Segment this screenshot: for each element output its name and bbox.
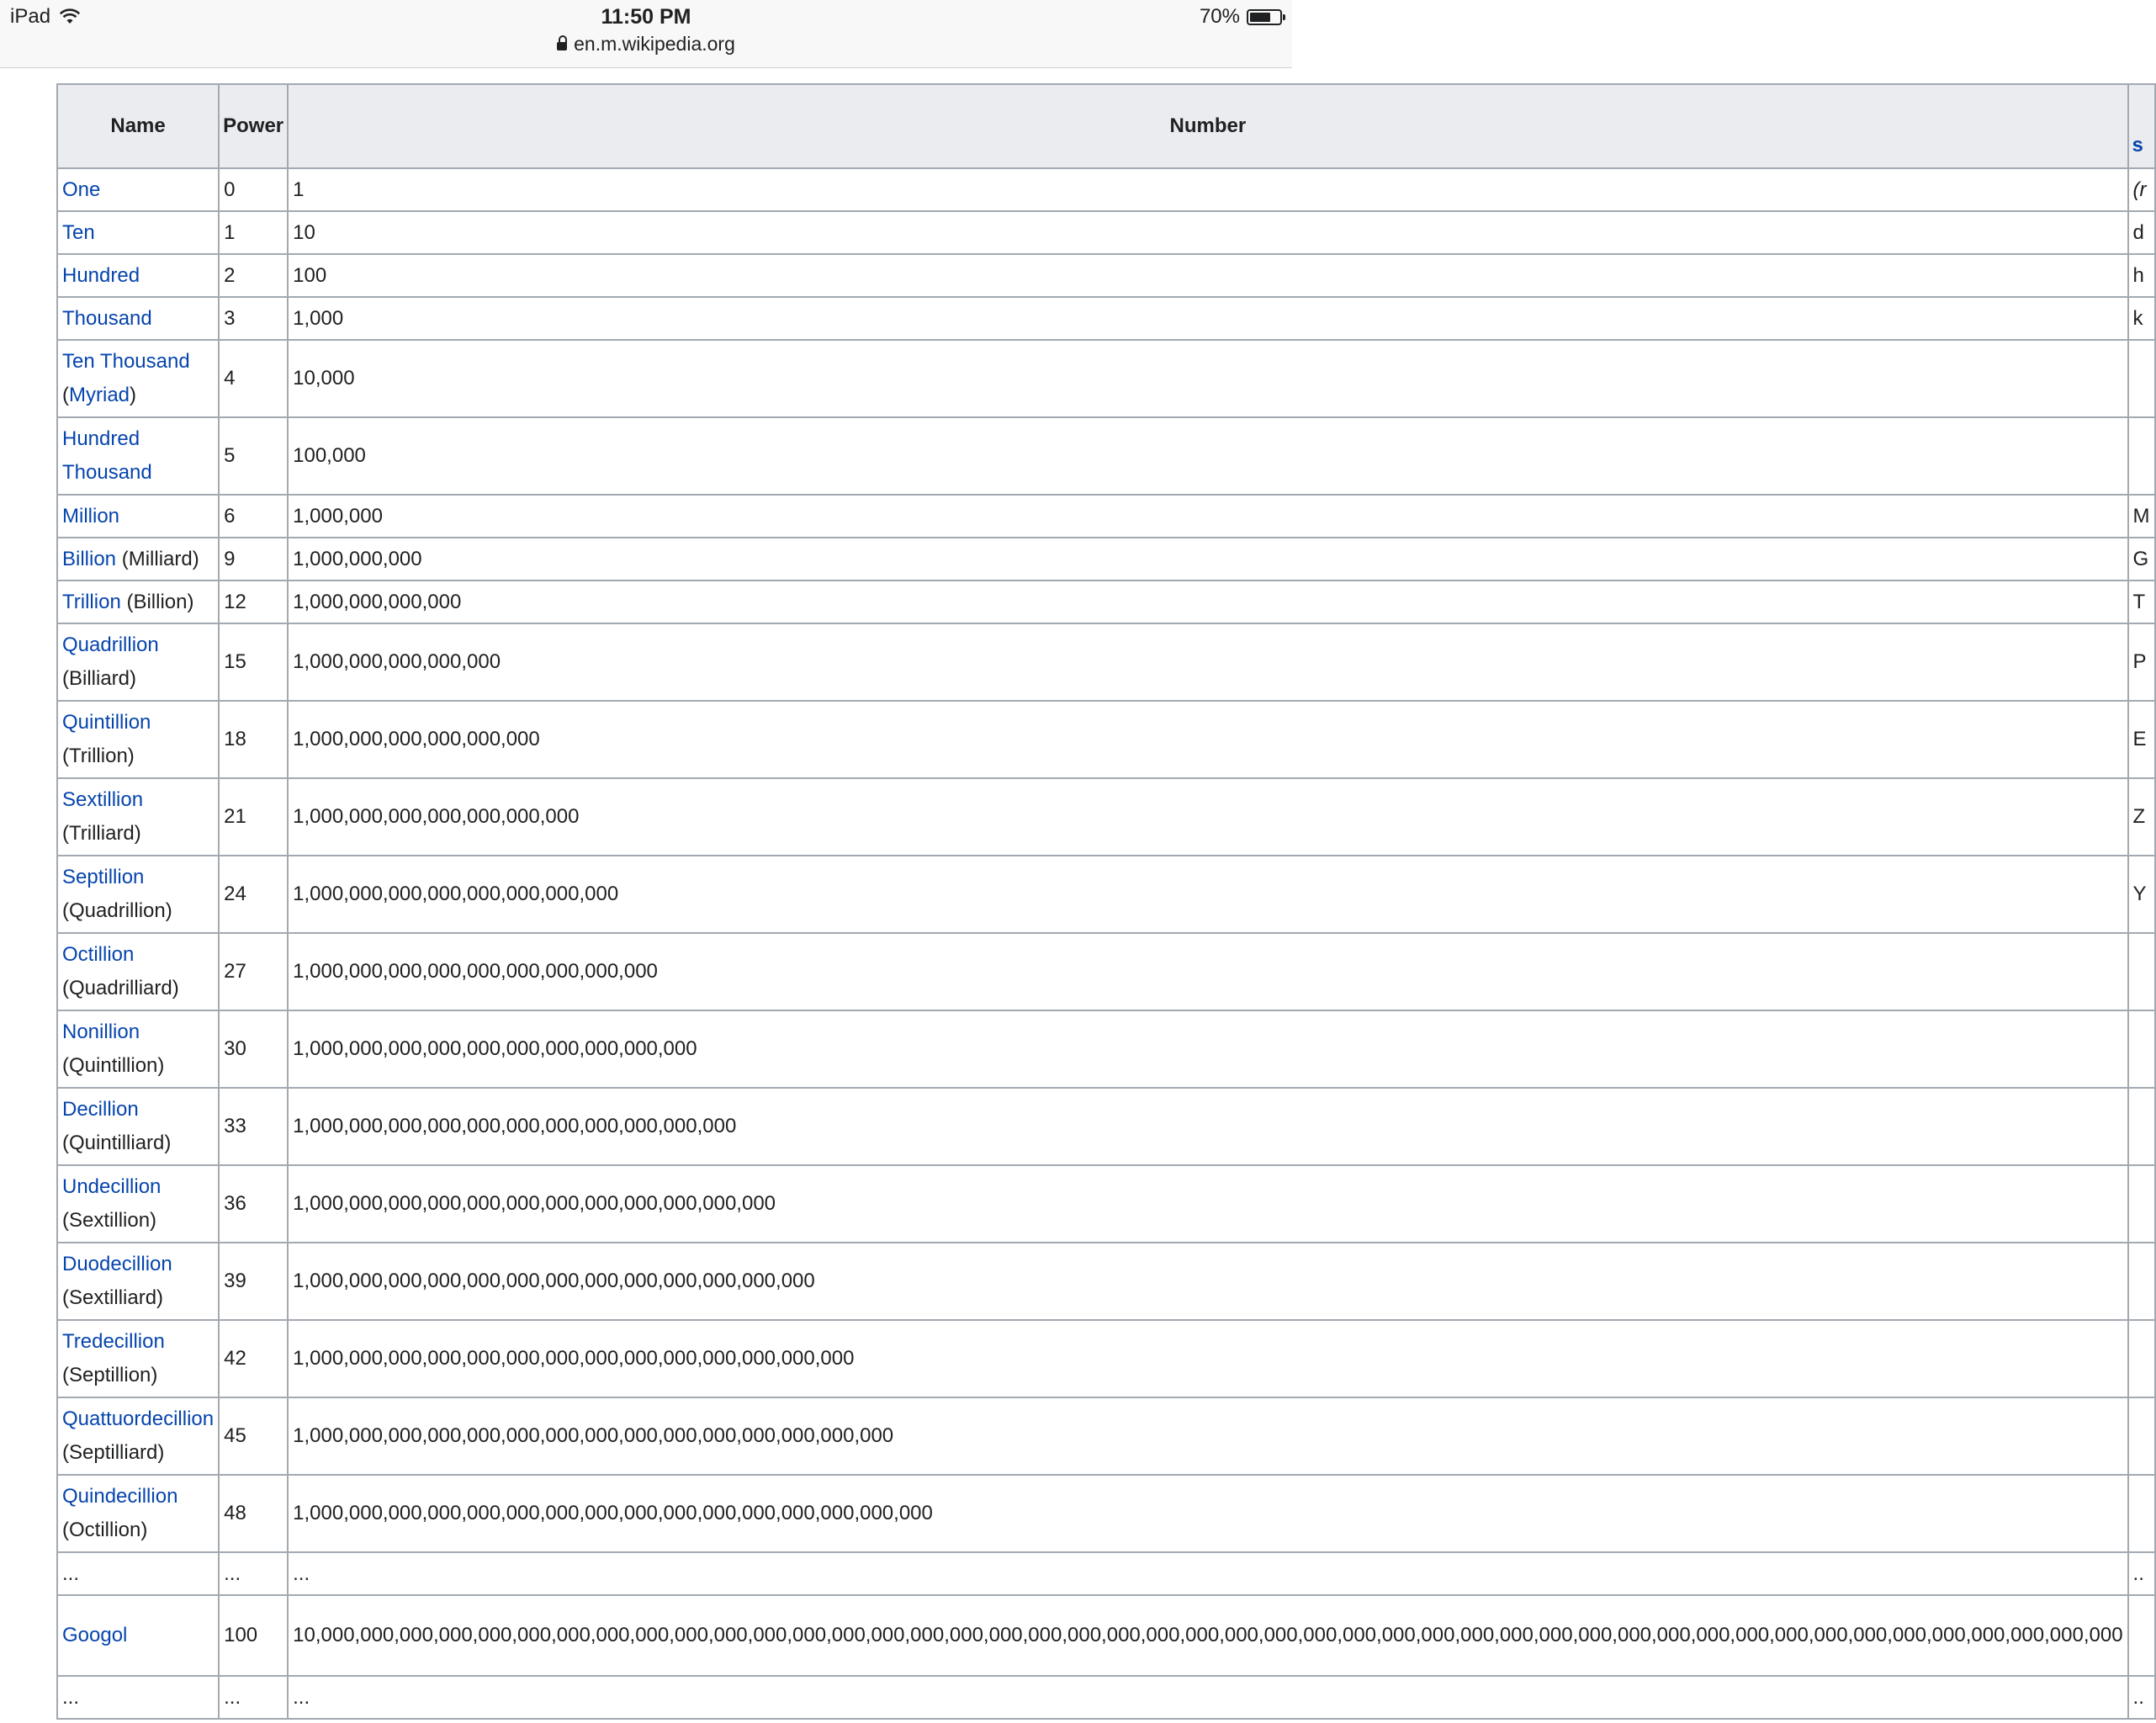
status-center [0,3,1292,57]
battery-percent: 70% [1199,5,1240,28]
symbol-cell: Y [2128,856,2155,933]
number-name-link[interactable]: Thousand [62,306,152,330]
number-cell: ... [288,1552,2127,1595]
name-cell [57,581,219,623]
paren-open: ( [62,384,69,406]
symbol-cell [2128,1475,2155,1552]
power-cell: 33 [219,1088,288,1165]
alt-name: (Sextilliard) [62,1286,164,1309]
number-cell: 1,000 [288,297,2127,340]
power-cell: 18 [219,701,288,778]
power-cell: 36 [219,1165,288,1243]
ios-status-bar [0,0,1292,68]
power-cell: 45 [219,1397,288,1475]
alt-name-text: Quadrilliard [69,977,172,999]
number-cell: 10 [288,211,2127,254]
symbol-cell [2128,1010,2155,1088]
alt-name-text: Billion [133,590,188,613]
alt-name-text: Septilliard [69,1441,158,1464]
ellipsis-text: ... [62,1561,80,1585]
number-cell: 1,000,000,000,000,000 [288,623,2127,701]
battery-icon [1247,9,1282,25]
number-cell: 1,000,000,000,000,000,000,000,000,000,000,000,000 [288,1165,2127,1243]
device-name: iPad [10,5,51,28]
name-cell [57,538,219,581]
url-text[interactable]: en.m.wikipedia.org [574,33,735,55]
alt-name: (Quintillion) [62,1054,165,1077]
symbol-cell [2128,1595,2155,1676]
alt-name: (Billion) [126,590,194,613]
alt-name-text: Billiard [69,667,130,690]
symbol-cell [2128,340,2155,417]
number-name-link[interactable]: Octillion [62,943,135,966]
table-row [57,933,2155,1010]
alt-name: (Octillion) [62,1519,148,1541]
number-cell: 1,000,000,000,000,000,000,000,000,000,000,000,000,000,000 [288,1320,2127,1397]
power-cell: ... [219,1552,288,1595]
table-row [57,211,2155,254]
symbol-cell: P [2128,623,2155,701]
header-number: Number [288,84,2127,168]
number-name-link[interactable]: Tredecillion [62,1330,165,1353]
table-row [57,1243,2155,1320]
number-cell: 1,000,000,000,000,000,000,000,000 [288,856,2127,933]
table-row [57,340,2155,417]
table-row [57,856,2155,933]
large-numbers-table [56,83,2156,1720]
number-name-link[interactable]: Undecillion [62,1175,162,1198]
number-name-link[interactable]: Billion [62,547,117,570]
alt-name-text: Quintillion [69,1054,158,1077]
symbol-cell [2128,417,2155,495]
power-cell: 4 [219,340,288,417]
name-cell [57,1243,219,1320]
power-cell: 30 [219,1010,288,1088]
name-cell [57,254,219,297]
number-cell: 1,000,000,000,000,000,000,000,000,000,000,000,000,000 [288,1243,2127,1320]
table-row [57,778,2155,856]
alt-name-text: Trillion [69,745,128,767]
lock-icon [557,42,567,50]
power-cell: 0 [219,168,288,211]
power-cell: 2 [219,254,288,297]
address-bar[interactable] [0,30,1292,57]
symbol-cell: E [2128,701,2155,778]
symbol-cell: Z [2128,778,2155,856]
symbol-cell: (r [2128,168,2155,211]
name-cell [57,1552,219,1595]
symbol-cell [2128,933,2155,1010]
number-name-link[interactable]: One [62,178,101,201]
large-numbers-table-container[interactable] [56,83,2150,1720]
number-cell: 1,000,000,000,000,000,000,000 [288,778,2127,856]
name-cell [57,778,219,856]
header-symbol-link[interactable]: s [2132,134,2143,156]
table-row [57,701,2155,778]
table-row [57,417,2155,495]
name-cell [57,701,219,778]
alt-name-text: Septillion [69,1364,151,1386]
number-name-link[interactable]: Quindecillion [62,1485,178,1508]
number-cell: 1,000,000,000,000,000,000,000,000,000,000,000,000,000,000,000,000 [288,1475,2127,1552]
symbol-cell: h [2128,254,2155,297]
alt-name: (Sextillion) [62,1209,157,1232]
table-row [57,1397,2155,1475]
number-name-link[interactable]: Hundred Thousand [62,427,152,484]
power-cell: 15 [219,623,288,701]
power-cell: 24 [219,856,288,933]
table-row [57,1475,2155,1552]
symbol-cell: .. [2128,1676,2155,1719]
power-cell: 9 [219,538,288,581]
table-row [57,1320,2155,1397]
name-cell [57,211,219,254]
table-row [57,1595,2155,1676]
number-cell: 1 [288,168,2127,211]
table-row [57,495,2155,538]
number-name-link[interactable]: Googol [62,1624,128,1646]
name-cell [57,856,219,933]
symbol-cell [2128,1165,2155,1243]
status-right [1200,5,1282,29]
header-name: Name [57,84,219,168]
alt-name-text: Sextillion [69,1209,151,1232]
alt-name-text: Octillion [69,1519,141,1541]
name-cell [57,1397,219,1475]
ellipsis-text: ... [62,1685,80,1709]
table-row [57,1010,2155,1088]
alt-name: (Quadrillion) [62,899,172,922]
power-cell: 42 [219,1320,288,1397]
power-cell: 5 [219,417,288,495]
battery-fill [1250,13,1270,22]
alt-name: (Trilliard) [62,822,141,845]
power-cell: 6 [219,495,288,538]
power-cell: ... [219,1676,288,1719]
name-cell [57,297,219,340]
name-cell [57,1165,219,1243]
power-cell: 27 [219,933,288,1010]
name-cell [57,1320,219,1397]
name-cell [57,495,219,538]
table-row [57,254,2155,297]
name-cell [57,168,219,211]
name-cell [57,1676,219,1719]
symbol-cell: k [2128,297,2155,340]
clock-time: 11:50 PM [601,5,691,29]
alt-name-text: Milliard [128,547,193,570]
power-cell: 39 [219,1243,288,1320]
table-row [57,168,2155,211]
alt-name: (Milliard) [121,547,199,570]
number-cell: 1,000,000,000,000,000,000 [288,701,2127,778]
table-row [57,623,2155,701]
number-name-link[interactable]: Quattuordecillion [62,1408,215,1430]
symbol-cell: T [2128,581,2155,623]
symbol-cell: G [2128,538,2155,581]
number-cell: 1,000,000,000,000,000,000,000,000,000,000,000 [288,1088,2127,1165]
number-name-link[interactable]: Nonillion [62,1021,140,1043]
name-cell [57,340,219,417]
symbol-cell: .. [2128,1552,2155,1595]
alt-name-text: Quintilliard [69,1132,165,1154]
table-row [57,1088,2155,1165]
alt-name: (Septillion) [62,1364,158,1386]
alt-name: (Quadrilliard) [62,977,179,999]
number-name-link[interactable]: Sextillion [62,788,144,811]
name-cell [57,933,219,1010]
header-power: Power [219,84,288,168]
symbol-cell [2128,1088,2155,1165]
power-cell: 48 [219,1475,288,1552]
alt-name-text: Trilliard [69,822,135,845]
table-row [57,1165,2155,1243]
table-row [57,538,2155,581]
number-cell: 100,000 [288,417,2127,495]
number-cell: 10,000,000,000,000,000,000,000,000,000,000,000,000,000,000,000,000,000,000,000,000,000,000,000,000,000,000,000,000,000,000,000,000,000,000,000,000,000,000,000,000,000,000,000,000,000,000 [288,1595,2127,1676]
alt-name-text: Quadrillion [69,899,166,922]
number-name-link[interactable]: Ten [62,220,95,244]
alt-name: (Quintilliard) [62,1132,172,1154]
alt-name: (Trillion) [62,745,135,767]
name-cell [57,1010,219,1088]
name-cell [57,1595,219,1676]
name-cell [57,417,219,495]
number-cell: 1,000,000 [288,495,2127,538]
power-cell: 21 [219,778,288,856]
number-cell: 1,000,000,000 [288,538,2127,581]
alt-name-link[interactable]: Myriad [69,384,130,406]
number-name-link[interactable]: Hundred [62,263,140,287]
number-cell: 100 [288,254,2127,297]
number-cell: 1,000,000,000,000,000,000,000,000,000 [288,933,2127,1010]
header-symbol[interactable] [2128,84,2155,168]
table-row [57,1552,2155,1595]
number-name-link[interactable]: Quintillion [62,711,151,734]
number-cell: ... [288,1676,2127,1719]
name-cell [57,1088,219,1165]
paren-close: ) [130,384,137,406]
symbol-cell [2128,1243,2155,1320]
symbol-cell [2128,1397,2155,1475]
symbol-cell: M [2128,495,2155,538]
alt-name: (Billiard) [62,667,137,690]
number-cell: 1,000,000,000,000 [288,581,2127,623]
number-name-link[interactable]: Septillion [62,866,145,888]
symbol-cell: d [2128,211,2155,254]
number-name-link[interactable]: Trillion [62,590,121,613]
name-cell [57,623,219,701]
alt-name-text: Sextilliard [69,1286,157,1309]
number-cell: 1,000,000,000,000,000,000,000,000,000,000 [288,1010,2127,1088]
symbol-cell [2128,1320,2155,1397]
number-cell: 1,000,000,000,000,000,000,000,000,000,000,000,000,000,000,000 [288,1397,2127,1475]
table-row [57,581,2155,623]
number-name-link[interactable]: Quadrillion [62,634,159,656]
table-row [57,1676,2155,1719]
number-name-link[interactable]: Million [62,504,120,528]
power-cell: 1 [219,211,288,254]
table-row [57,297,2155,340]
number-name-link[interactable]: Decillion [62,1098,139,1121]
power-cell: 100 [219,1595,288,1676]
name-cell [57,1475,219,1552]
table-body [57,168,2155,1719]
power-cell: 12 [219,581,288,623]
number-name-link[interactable]: Duodecillion [62,1253,172,1275]
table-header-row [57,84,2155,168]
power-cell: 3 [219,297,288,340]
number-name-link[interactable]: Ten Thousand [62,350,190,373]
number-cell: 10,000 [288,340,2127,417]
alt-name: (Septilliard) [62,1441,165,1464]
